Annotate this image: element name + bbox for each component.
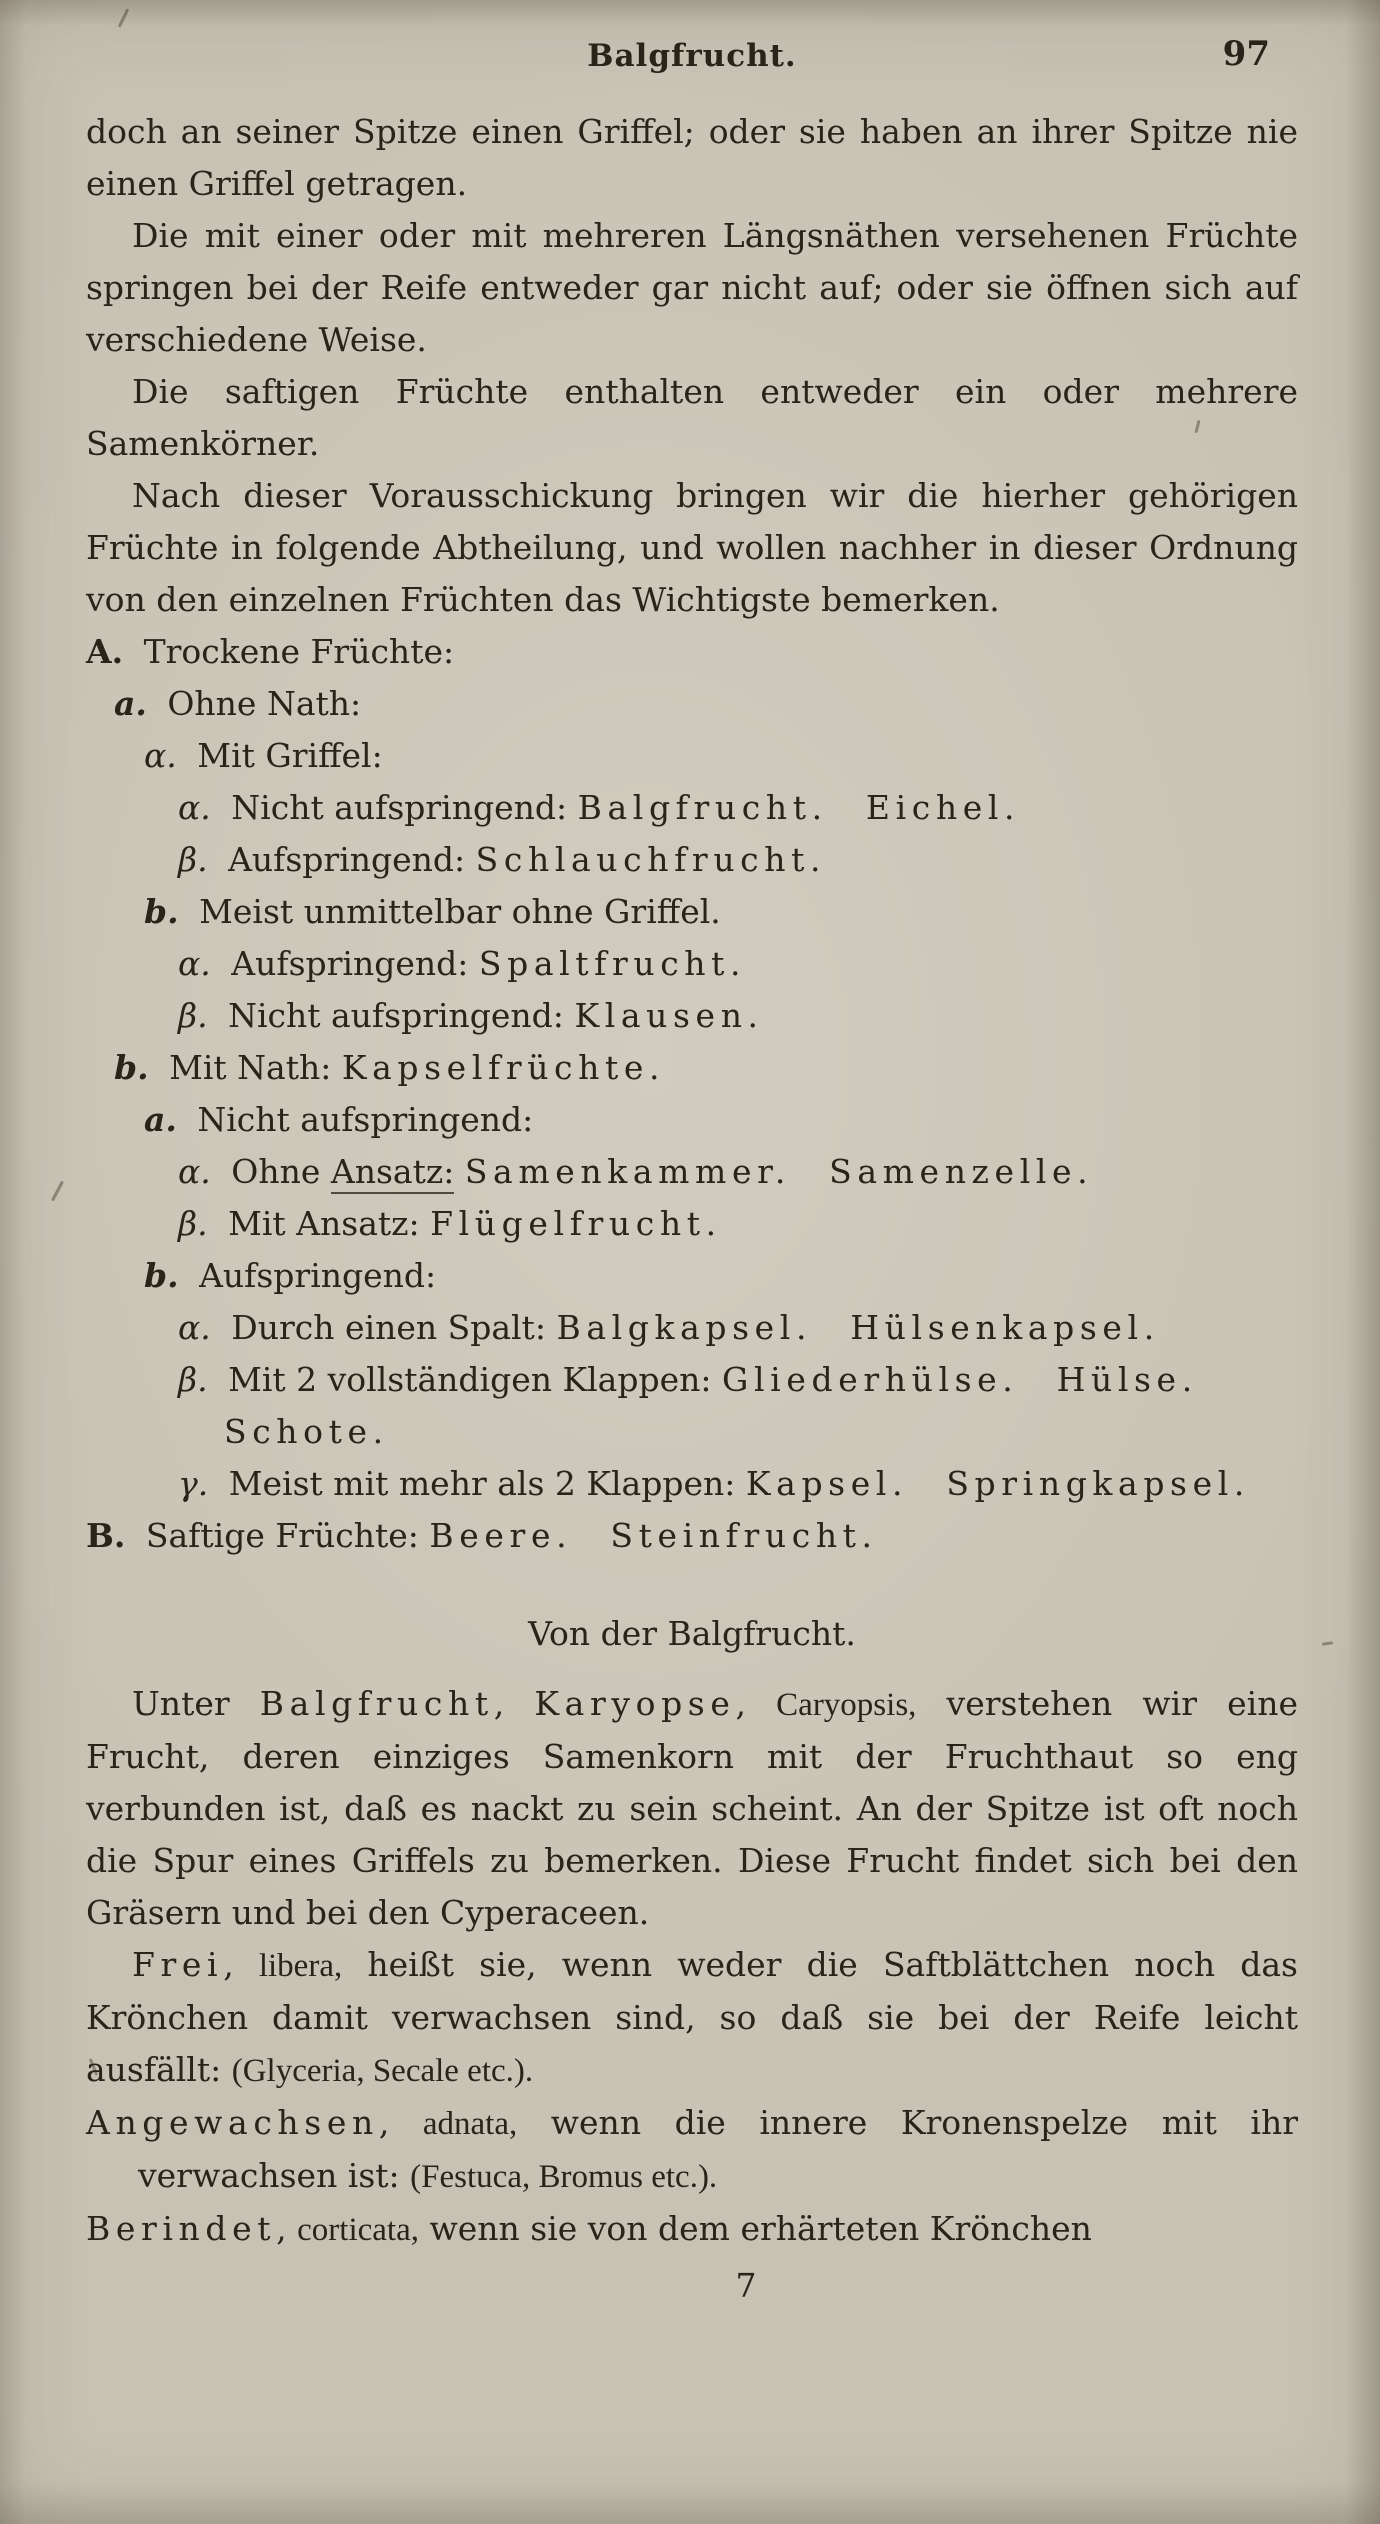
emphasized-term: Angewachsen bbox=[86, 2103, 379, 2142]
definition-paragraph bbox=[86, 1939, 1298, 2097]
text-run: , bbox=[223, 1945, 259, 1984]
outline-marker: β. bbox=[178, 1204, 208, 1243]
outline-label: Ohne bbox=[231, 1152, 331, 1191]
outline-marker: β. bbox=[178, 840, 208, 879]
outline-term: Kapsel. Springkapsel. bbox=[745, 1464, 1251, 1503]
latin-term: libera, bbox=[258, 1948, 343, 1984]
outline-marker: a. bbox=[114, 684, 147, 723]
outline-label: Aufspringend: bbox=[228, 840, 466, 879]
outline-item bbox=[178, 1146, 1298, 1198]
latin-term: Caryopsis, bbox=[776, 1687, 917, 1723]
outline-marker: α. bbox=[178, 788, 211, 827]
outline-item bbox=[178, 834, 1298, 886]
page-content bbox=[86, 34, 1298, 2312]
outline-item bbox=[144, 730, 1298, 782]
outline-item bbox=[178, 782, 1298, 834]
outline-label: Aufspringend: bbox=[231, 944, 469, 983]
emphasized-term: Frei bbox=[132, 1945, 224, 1984]
outline-item bbox=[178, 1302, 1298, 1354]
text-run: , bbox=[276, 2209, 298, 2248]
outline-term: Klausen. bbox=[574, 996, 764, 1035]
outline-term: Spaltfrucht. bbox=[478, 944, 747, 983]
outline-label: Mit Ansatz: bbox=[228, 1204, 420, 1243]
outline-item bbox=[144, 1094, 1298, 1146]
outline-label: Ohne Nath: bbox=[167, 684, 362, 723]
outline-term: Schlauchfrucht. bbox=[475, 840, 827, 879]
signature-number: 7 bbox=[735, 2266, 757, 2305]
section-heading: Von der Balgfrucht. bbox=[528, 1614, 856, 1653]
outline-item bbox=[178, 1198, 1298, 1250]
outline-term: Beere. Steinfrucht. bbox=[429, 1516, 878, 1555]
running-title: Balgfrucht. bbox=[587, 38, 797, 74]
outline-term: Flügelfrucht. bbox=[430, 1204, 722, 1243]
outline-label: Mit Nath: bbox=[169, 1048, 332, 1087]
page-number: 97 bbox=[1222, 34, 1270, 74]
outline-item bbox=[178, 1458, 1298, 1510]
outline-item bbox=[114, 1042, 1298, 1094]
text-run: Unter bbox=[132, 1684, 260, 1723]
outline-marker: α. bbox=[178, 1152, 211, 1191]
outline-item bbox=[178, 1354, 1298, 1458]
outline-item bbox=[144, 886, 1298, 938]
outline-marker: α. bbox=[178, 944, 211, 983]
text-run: , bbox=[378, 2103, 423, 2142]
latin-term: (Glyceria, Secale etc.). bbox=[231, 2053, 534, 2089]
outline-label: Saftige Früchte: bbox=[145, 1516, 419, 1555]
outline-label: Mit 2 vollständigen Klappen: bbox=[228, 1360, 712, 1399]
outline-label-underlined: Ansatz: bbox=[331, 1152, 454, 1194]
text-run: wenn die innere Kronenspelze mit ihr verwachsen ist: bbox=[138, 2103, 1299, 2195]
outline-marker: B. bbox=[86, 1516, 126, 1555]
page-header bbox=[86, 34, 1298, 106]
outline-term: Balgfrucht. Eichel. bbox=[577, 788, 1021, 827]
outline-marker: α. bbox=[144, 736, 177, 775]
outline-marker: β. bbox=[178, 996, 208, 1035]
scan-artifact bbox=[51, 1181, 64, 1202]
outline-label: Durch einen Spalt: bbox=[231, 1308, 546, 1347]
scan-artifact bbox=[1322, 1641, 1333, 1646]
paragraph-continuation: doch an seiner Spitze einen Griffel; oder sie haben an ihrer Spitze nie einen Griffel getragen. bbox=[86, 112, 1298, 203]
latin-term: (Festuca, Bromus etc.). bbox=[410, 2159, 718, 2195]
outline-marker: b. bbox=[144, 1256, 179, 1295]
emphasized-term: Karyopse bbox=[534, 1684, 736, 1723]
definition-paragraph bbox=[86, 2097, 1298, 2203]
text-run: heißt sie, wenn weder die Saftblättchen noch das Krönchen damit verwachsen sind, so daß sie bei der Reife leicht ausfällt: bbox=[86, 1945, 1298, 2089]
definition-paragraph bbox=[86, 2203, 1298, 2256]
signature-mark bbox=[86, 2260, 1298, 2312]
outline-marker: A. bbox=[86, 632, 124, 671]
outline-label: Nicht aufspringend: bbox=[231, 788, 568, 827]
paragraph: Nach dieser Vorausschickung bringen wir die hierher gehörigen Früchte in folgende Abtheilung, und wollen nachher in dieser Ordnung von den einzelnen Früchten das Wichtigste bemerken. bbox=[86, 476, 1298, 619]
outline-label: Nicht aufspringend: bbox=[197, 1100, 534, 1139]
text-run: wenn sie von dem erhärteten Krönchen bbox=[419, 2209, 1092, 2248]
outline-item bbox=[114, 678, 1298, 730]
emphasized-term: Balgfrucht bbox=[259, 1684, 494, 1723]
outline-term: Kapselfrüchte. bbox=[341, 1048, 666, 1087]
outline-item bbox=[144, 1250, 1298, 1302]
paragraph: Die saftigen Früchte enthalten entweder ein oder mehrere Samenkörner. bbox=[86, 372, 1298, 463]
paragraph bbox=[86, 1678, 1298, 1939]
outline-label: Nicht aufspringend: bbox=[228, 996, 564, 1035]
latin-term: adnata, bbox=[422, 2106, 518, 2142]
latin-term: corticata, bbox=[297, 2212, 419, 2248]
outline-term: Balgkapsel. Hülsenkapsel. bbox=[556, 1308, 1160, 1347]
classification-outline bbox=[86, 626, 1298, 1562]
outline-marker: α. bbox=[178, 1308, 211, 1347]
outline-item bbox=[178, 990, 1298, 1042]
outline-item bbox=[178, 938, 1298, 990]
outline-marker: β. bbox=[178, 1360, 208, 1399]
text-run: verstehen wir eine Frucht, deren einziges Samenkorn mit der Fruchthaut so eng verbunden ist, daß es nackt zu sein scheint. An der Spitze ist oft noch die Spur eines Griffels zu bemerken. Diese Frucht findet sich bei den Gräsern und bei den Cyperaceen. bbox=[86, 1684, 1299, 1932]
outline-item bbox=[86, 1510, 1298, 1562]
outline-marker: b. bbox=[114, 1048, 149, 1087]
outline-label: Meist mit mehr als 2 Klappen: bbox=[228, 1464, 736, 1503]
emphasized-term: Berindet bbox=[86, 2209, 277, 2248]
outline-label: Aufspringend: bbox=[199, 1256, 437, 1295]
scan-artifact bbox=[118, 8, 129, 27]
paragraph: Die mit einer oder mit mehreren Längsnäthen versehenen Früchte springen bei der Reife entweder gar nicht auf; oder sie öffnen sich auf verschiedene Weise. bbox=[86, 216, 1298, 359]
text-run: , bbox=[735, 1684, 777, 1723]
outline-marker: b. bbox=[144, 892, 179, 931]
outline-item bbox=[86, 626, 1298, 678]
outline-label: Trockene Früchte: bbox=[143, 632, 455, 671]
outline-label: Mit Griffel: bbox=[197, 736, 383, 775]
text-run: , bbox=[493, 1684, 535, 1723]
outline-term: Gliederhülse. Hülse. Schote. bbox=[224, 1360, 1220, 1451]
outline-term: Samenkammer. Samenzelle. bbox=[464, 1152, 1094, 1191]
outline-label: Meist unmittelbar ohne Griffel. bbox=[199, 892, 721, 931]
outline-marker: a. bbox=[144, 1100, 177, 1139]
outline-marker: γ. bbox=[178, 1464, 209, 1503]
